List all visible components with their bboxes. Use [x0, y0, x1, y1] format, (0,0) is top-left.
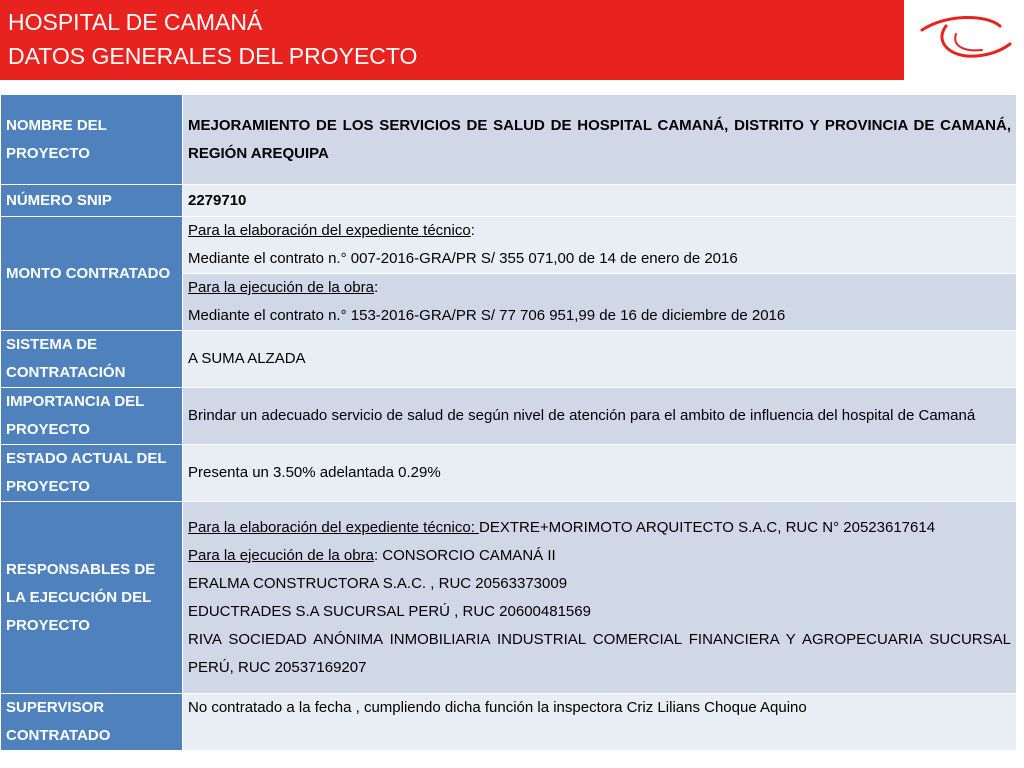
resp-exp-heading: Para la elaboración del expediente técnico: — [188, 518, 480, 536]
row-value-monto-expediente — [183, 217, 1017, 274]
title-bar — [0, 0, 904, 80]
table-row — [1, 217, 1017, 274]
swoosh-logo-icon — [916, 12, 1012, 68]
row-value-sistema: A SUMA ALZADA — [183, 331, 1017, 388]
table-row — [1, 388, 1017, 445]
title-hospital: HOSPITAL DE CAMANÁ — [8, 9, 263, 35]
resp-exp-text: DEXTRE+MORIMOTO ARQUITECTO S.A.C, RUC N° 20523617614 — [479, 518, 936, 536]
row-value-importancia: Brindar un adecuado servicio de salud de según nivel de atención para el ambito de influencia del hospital de Camaná — [183, 388, 1017, 445]
table-row — [1, 185, 1017, 217]
table-row — [1, 445, 1017, 502]
row-label-supervisor: SUPERVISOR CONTRATADO — [1, 694, 183, 751]
row-label-nombre: NOMBRE DEL PROYECTO — [1, 95, 183, 185]
row-label-responsables: RESPONSABLES DE LA EJECUCIÓN DEL PROYECTO — [1, 502, 183, 694]
resp-line-eductrades: EDUCTRADES S.A SUCURSAL PERÚ , RUC 20600481569 — [188, 602, 591, 620]
row-value-monto-obra — [183, 274, 1017, 331]
resp-line-riva: RIVA SOCIEDAD ANÓNIMA INMOBILIARIA INDUSTRIAL COMERCIAL FINANCIERA Y AGROPECUARIA SUCURSAL PERÚ, RUC 20537169207 — [188, 630, 1011, 676]
resp-obra-text: : CONSORCIO CAMANÁ II — [373, 546, 556, 564]
row-value-nombre: MEJORAMIENTO DE LOS SERVICIOS DE SALUD DE HOSPITAL CAMANÁ, DISTRITO Y PROVINCIA DE CAMANÁ, REGIÓN AREQUIPA — [183, 95, 1017, 185]
monto-exp-heading: Para la elaboración del expediente técnico — [188, 222, 471, 239]
resp-obra-heading: Para la ejecución de la obra — [188, 546, 374, 564]
row-label-estado: ESTADO ACTUAL DEL PROYECTO — [1, 445, 183, 502]
resp-line-eralma: ERALMA CONSTRUCTORA S.A.C. , RUC 20563373009 — [188, 574, 568, 592]
monto-exp-text: Mediante el contrato n.° 007-2016-GRA/PR S/ 355 071,00 de 14 de enero de 2016 — [188, 250, 738, 267]
monto-obra-heading: Para la ejecución de la obra — [188, 279, 374, 296]
row-value-snip: 2279710 — [183, 185, 1017, 217]
row-label-snip: NÚMERO SNIP — [1, 185, 183, 217]
table-row — [1, 694, 1017, 751]
table-row — [1, 95, 1017, 185]
project-data-table — [0, 94, 1017, 751]
row-label-monto: MONTO CONTRATADO — [1, 217, 183, 331]
row-value-supervisor: No contratado a la fecha , cumpliendo dicha función la inspectora Criz Lilians Choque Aquino — [183, 694, 1017, 751]
row-label-sistema: SISTEMA DE CONTRATACIÓN — [1, 331, 183, 388]
table-row — [1, 331, 1017, 388]
row-value-responsables — [183, 502, 1017, 694]
table-row — [1, 502, 1017, 694]
monto-exp-colon: : — [470, 222, 475, 239]
row-value-estado: Presenta un 3.50% adelantada 0.29% — [183, 445, 1017, 502]
title-datos-generales: DATOS GENERALES DEL PROYECTO — [8, 43, 418, 69]
monto-obra-text: Mediante el contrato n.° 153-2016-GRA/PR S/ 77 706 951,99 de 16 de diciembre de 2016 — [188, 307, 786, 324]
monto-obra-colon: : — [373, 279, 379, 296]
row-label-importancia: IMPORTANCIA DEL PROYECTO — [1, 388, 183, 445]
